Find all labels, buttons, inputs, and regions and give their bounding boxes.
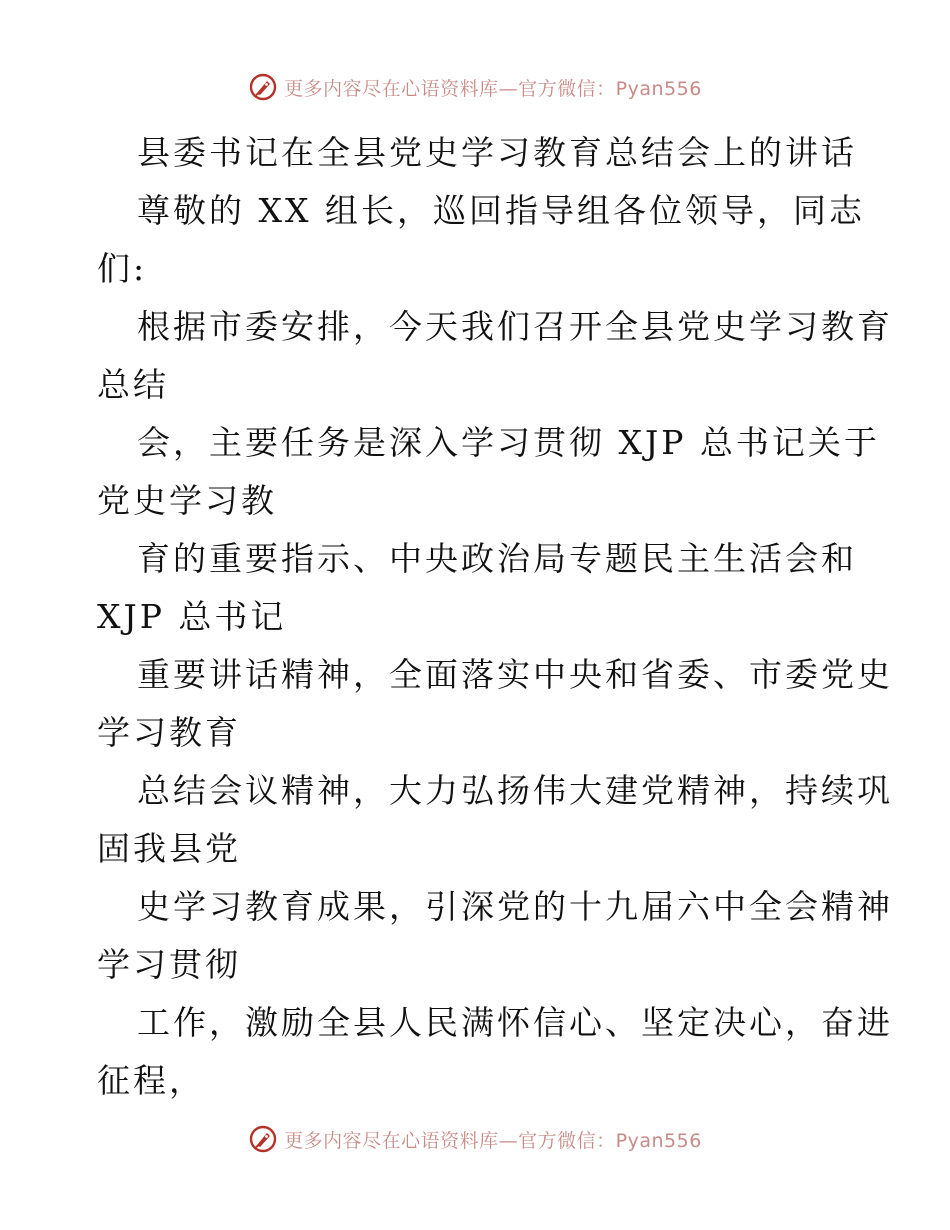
- pen-nib-logo-icon: [248, 72, 278, 102]
- text-line: 总结会议精神，大力弘扬伟大建党精神，持续巩: [137, 771, 893, 810]
- watermark-text: [284, 74, 702, 101]
- text-line: 重要讲话精神，全面落实中央和省委、市委党史: [137, 655, 893, 694]
- watermark-text: [284, 1126, 702, 1153]
- text-line: 工作，激励全县人民满怀信心、坚定决心，奋进: [137, 1003, 893, 1042]
- text-line: 固我县党: [97, 829, 241, 868]
- document-body: [97, 124, 893, 1110]
- text-line: 总结: [97, 365, 169, 404]
- watermark-text-cn: 更多内容尽在心语资料库—官方微信：: [284, 77, 616, 100]
- page-footer-watermark: [0, 1124, 950, 1154]
- text-line: 会，主要任务是深入学习贯彻 XJP 总书记关于: [137, 423, 880, 462]
- page-header-watermark: [0, 72, 950, 102]
- text-line: 学习教育: [97, 713, 241, 752]
- watermark-text-en: Pyan556: [615, 77, 702, 100]
- watermark-text-en: Pyan556: [615, 1129, 702, 1152]
- text-line: 学习贯彻: [97, 945, 241, 984]
- text-line: 育的重要指示、中央政治局专题民主生活会和: [137, 539, 857, 578]
- text-line: XJP 总书记: [97, 597, 287, 636]
- watermark-text-cn: 更多内容尽在心语资料库—官方微信：: [284, 1129, 616, 1152]
- text-line: 征程，: [97, 1061, 205, 1100]
- text-line: 们:: [97, 249, 148, 288]
- pen-nib-logo-icon: [248, 1124, 278, 1154]
- text-line: 根据市委安排，今天我们召开全县党史学习教育: [137, 307, 893, 346]
- document-title: 县委书记在全县党史学习教育总结会上的讲话: [137, 133, 857, 172]
- text-line: 党史学习教: [97, 481, 277, 520]
- text-line: 尊敬的 XX 组长，巡回指导组各位领导，同志: [137, 191, 865, 230]
- text-line: 史学习教育成果，引深党的十九届六中全会精神: [137, 887, 893, 926]
